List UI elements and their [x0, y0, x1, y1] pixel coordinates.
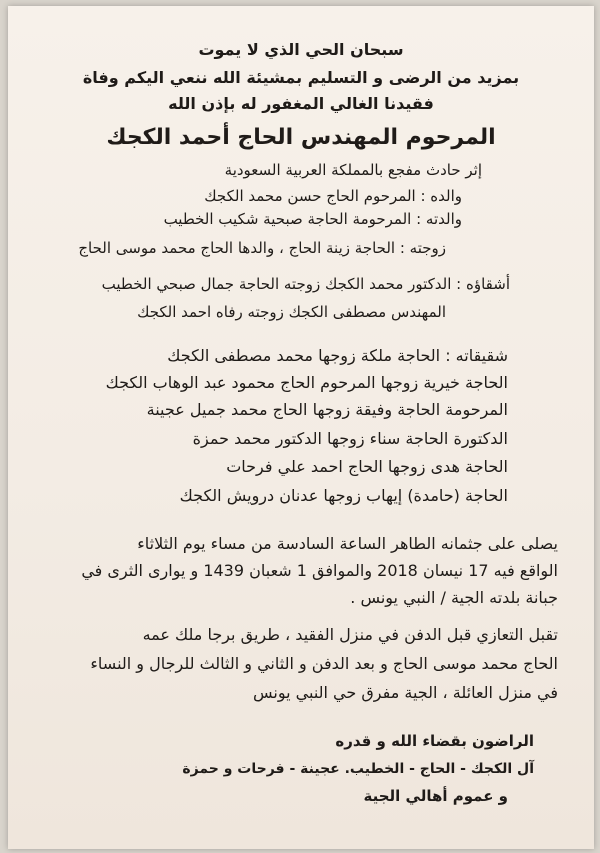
funeral-line-2: الواقع فيه 17 نيسان 2018 والموافق 1 شعبان 1439 و يوارى الثرى في [81, 561, 558, 580]
signature-line-2: آل الكجك - الحاج - الخطيب. عجينة - فرحات و حمزة [182, 761, 534, 777]
condolence-line-1: تقبل التعازي قبل الدفن في منزل الفقيد ، طريق برجا ملك عمه [142, 625, 558, 644]
condolence-line-3: في منزل العائلة ، الجية مفرق حي النبي يونس [253, 683, 558, 702]
deceased-name: المرحوم المهندس الحاج أحمد الكجك [106, 125, 496, 150]
sisters-line-5: الحاجة هدى زوجها الحاج احمد علي فرحات [226, 457, 508, 476]
wife-line: زوجته : الحاجة زينة الحاج ، والدها الحاج محمد موسى الحاج [78, 239, 446, 257]
sisters-line-1: شقيقاته : الحاجة ملكة زوجها محمد مصطفى الكجك [167, 346, 508, 365]
sisters-line-6: الحاجة (حامدة) إيهاب زوجها عدنان درويش الكجك [179, 486, 508, 505]
sisters-line-4: الدكتورة الحاجة سناء زوجها الدكتور محمد حمزة [192, 429, 508, 448]
signature-line-3: و عموم أهالي الجية [363, 787, 508, 805]
obituary-paper [8, 6, 594, 849]
sisters-line-2: الحاجة خيرية زوجها المرحوم الحاج محمود عبد الوهاب الكجك [105, 373, 508, 392]
brothers-line-2: المهندس مصطفى الكجك زوجته رفاه احمد الكجك [137, 303, 446, 321]
father-line: والده : المرحوم الحاج حسن محمد الكجك [204, 187, 462, 205]
header-line-1: سبحان الحي الذي لا يموت [198, 40, 404, 59]
brothers-line-1: أشقاؤه : الدكتور محمد الكجك زوجته الحاجة جمال صبحي الخطيب [101, 275, 510, 293]
header-line-2: بمزيد من الرضى و التسليم بمشيئة الله ننعي اليكم وفاة [82, 68, 520, 87]
funeral-line-1: يصلى على جثمانه الطاهر الساعة السادسة من مساء يوم الثلاثاء [137, 534, 558, 553]
signature-line-1: الراضون بقضاء الله و قدره [335, 732, 534, 750]
condolence-line-2: الحاج محمد موسى الحاج و بعد الدفن و الثاني و الثالث للرجال و النساء [90, 654, 558, 673]
mother-line: والدته : المرحومة الحاجة صبحية شكيب الخطيب [163, 210, 462, 228]
death-cause: إثر حادث مفجع بالمملكة العربية السعودية [224, 161, 482, 179]
funeral-line-3: جبانة بلدته الجية / النبي يونس . [350, 588, 558, 607]
obituary-content [8, 6, 594, 849]
header-line-3: فقيدنا الغالي المغفور له بإذن الله [168, 94, 434, 113]
sisters-line-3: المرحومة الحاجة وفيقة زوجها الحاج محمد جميل عجينة [146, 400, 508, 419]
